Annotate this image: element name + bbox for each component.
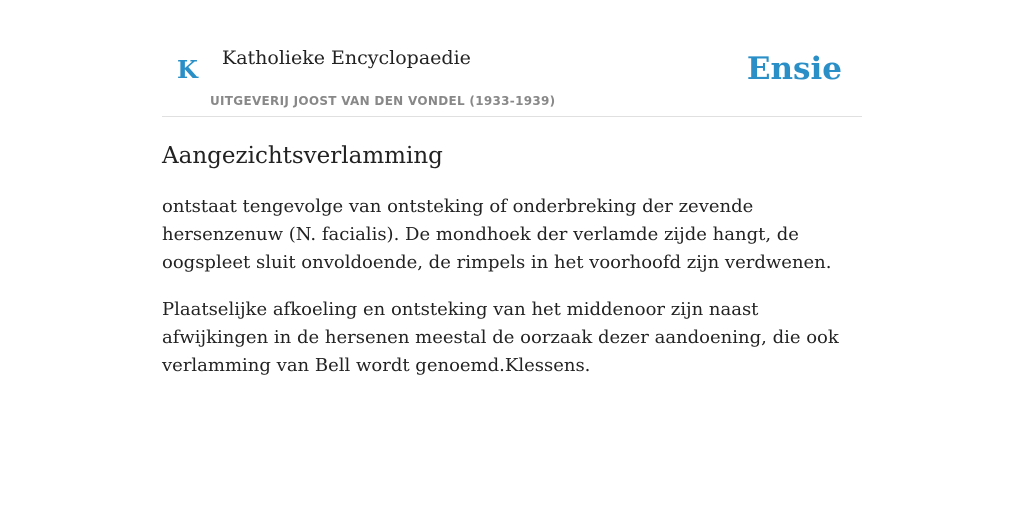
encyclopedia-title-link[interactable]: Katholieke Encyclopaedie bbox=[222, 47, 471, 69]
article-body bbox=[162, 193, 862, 380]
article-paragraph: Plaatselijke afkoeling en ontsteking van het middenoor zijn naast afwijkingen in de hersenen meestal de oorzaak dezer aandoening, die ook verlamming van Bell wordt genoemd.Klessens. bbox=[162, 299, 839, 376]
header bbox=[162, 0, 862, 117]
article-title: Aangezichtsverlamming bbox=[162, 143, 443, 169]
ensie-logo-link[interactable]: Ensie bbox=[746, 51, 842, 87]
publisher-label: UITGEVERIJ JOOST VAN DEN VONDEL (1933-1939) bbox=[210, 94, 556, 108]
article-paragraph: ontstaat tengevolge van ontsteking of onderbreking der zevende hersenzenuw (N. facialis). De mondhoek der verlamde zijde hangt, de oogspleet sluit onvoldoende, de rimpels in het voorhoofd zijn verdwenen. bbox=[162, 196, 832, 273]
page-container bbox=[162, 0, 862, 399]
encyclopedia-logo-icon[interactable]: K bbox=[177, 55, 198, 84]
